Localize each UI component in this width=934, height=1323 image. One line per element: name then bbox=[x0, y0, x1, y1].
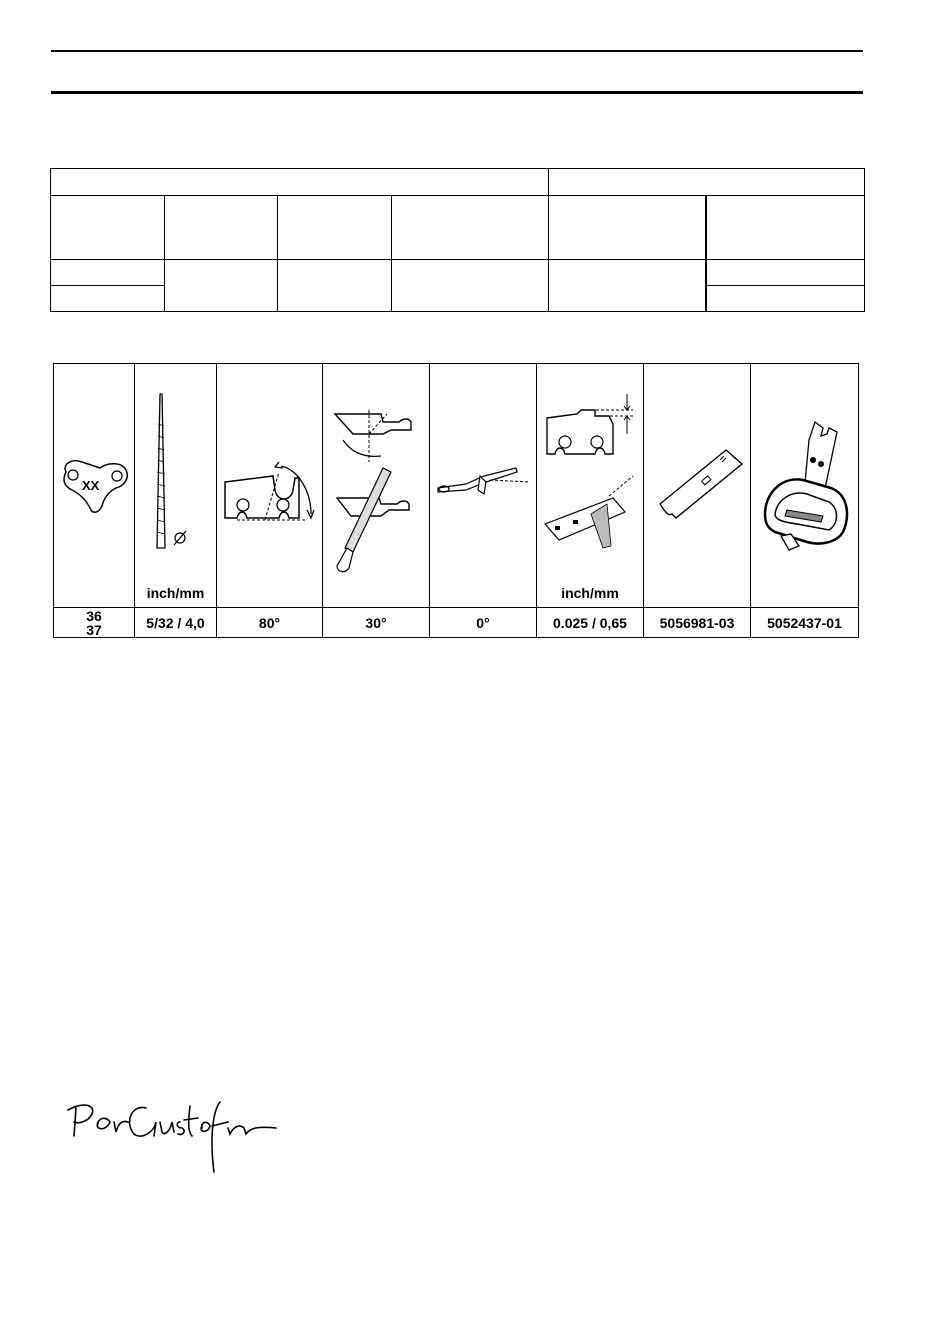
filing-angle-icon bbox=[217, 364, 323, 607]
spec-cell-r2c1 bbox=[51, 286, 165, 312]
signature bbox=[62, 1092, 292, 1182]
sharpening-table bbox=[53, 363, 859, 638]
spec-col-header-3 bbox=[278, 196, 392, 260]
spec-cell-r1c1 bbox=[51, 260, 165, 286]
top-plate-angle-cell bbox=[323, 364, 430, 608]
spec-group-header-left bbox=[51, 169, 549, 196]
header-rule-top bbox=[51, 50, 863, 52]
header-rule-bottom bbox=[51, 91, 863, 94]
depth-gauge-value: 0.025 / 0,65 bbox=[537, 608, 644, 638]
filing-angle-cell bbox=[217, 364, 323, 608]
spec-col-header-4 bbox=[392, 196, 549, 260]
spec-col-header-6 bbox=[706, 196, 865, 260]
file-holder-icon bbox=[751, 364, 859, 607]
cutter-link-value-line-2: 37 bbox=[86, 621, 102, 638]
spec-cell-merged-3 bbox=[278, 260, 392, 312]
file-guide-icon bbox=[430, 364, 537, 607]
round-file-caption: inch/mm bbox=[146, 585, 205, 601]
spec-cell-merged-2 bbox=[165, 260, 278, 312]
spec-col-header-2 bbox=[165, 196, 278, 260]
depth-gauge-icon bbox=[537, 364, 644, 607]
depth-gauge-caption: inch/mm bbox=[561, 585, 619, 601]
cutter-link-value bbox=[54, 608, 135, 638]
depth-gauge-cell bbox=[537, 364, 644, 608]
file-guide-cell bbox=[430, 364, 537, 608]
top-plate-angle-value: 30° bbox=[323, 608, 430, 638]
file-holder-part-number: 5052437-01 bbox=[751, 608, 859, 638]
spec-group-header-right bbox=[549, 169, 865, 196]
depth-gauge-tool-part-number: 5056981-03 bbox=[644, 608, 751, 638]
cutter-link-value-line-1: 36 bbox=[86, 607, 102, 624]
spec-cell-r1c6 bbox=[706, 260, 865, 286]
cutter-link-cell bbox=[54, 364, 135, 608]
round-file-value: 5/32 / 4,0 bbox=[135, 608, 217, 638]
round-file-cell bbox=[135, 364, 217, 608]
spec-col-header-5 bbox=[549, 196, 706, 260]
spec-col-header-1 bbox=[51, 196, 165, 260]
round-file-icon bbox=[135, 364, 217, 607]
spec-cell-merged-5 bbox=[549, 260, 706, 312]
depth-gauge-tool-icon bbox=[644, 364, 751, 607]
filing-angle-value: 80° bbox=[217, 608, 323, 638]
depth-gauge-tool-cell bbox=[644, 364, 751, 608]
cutter-link-xx-icon bbox=[54, 364, 135, 607]
cutter-link-label: XX bbox=[82, 478, 100, 493]
top-plate-angle-icon bbox=[323, 364, 430, 607]
spec-cell-merged-4 bbox=[392, 260, 549, 312]
file-guide-angle-value: 0° bbox=[430, 608, 537, 638]
spec-table bbox=[50, 168, 865, 312]
file-holder-cell bbox=[751, 364, 859, 608]
spec-cell-r2c6 bbox=[706, 286, 865, 312]
